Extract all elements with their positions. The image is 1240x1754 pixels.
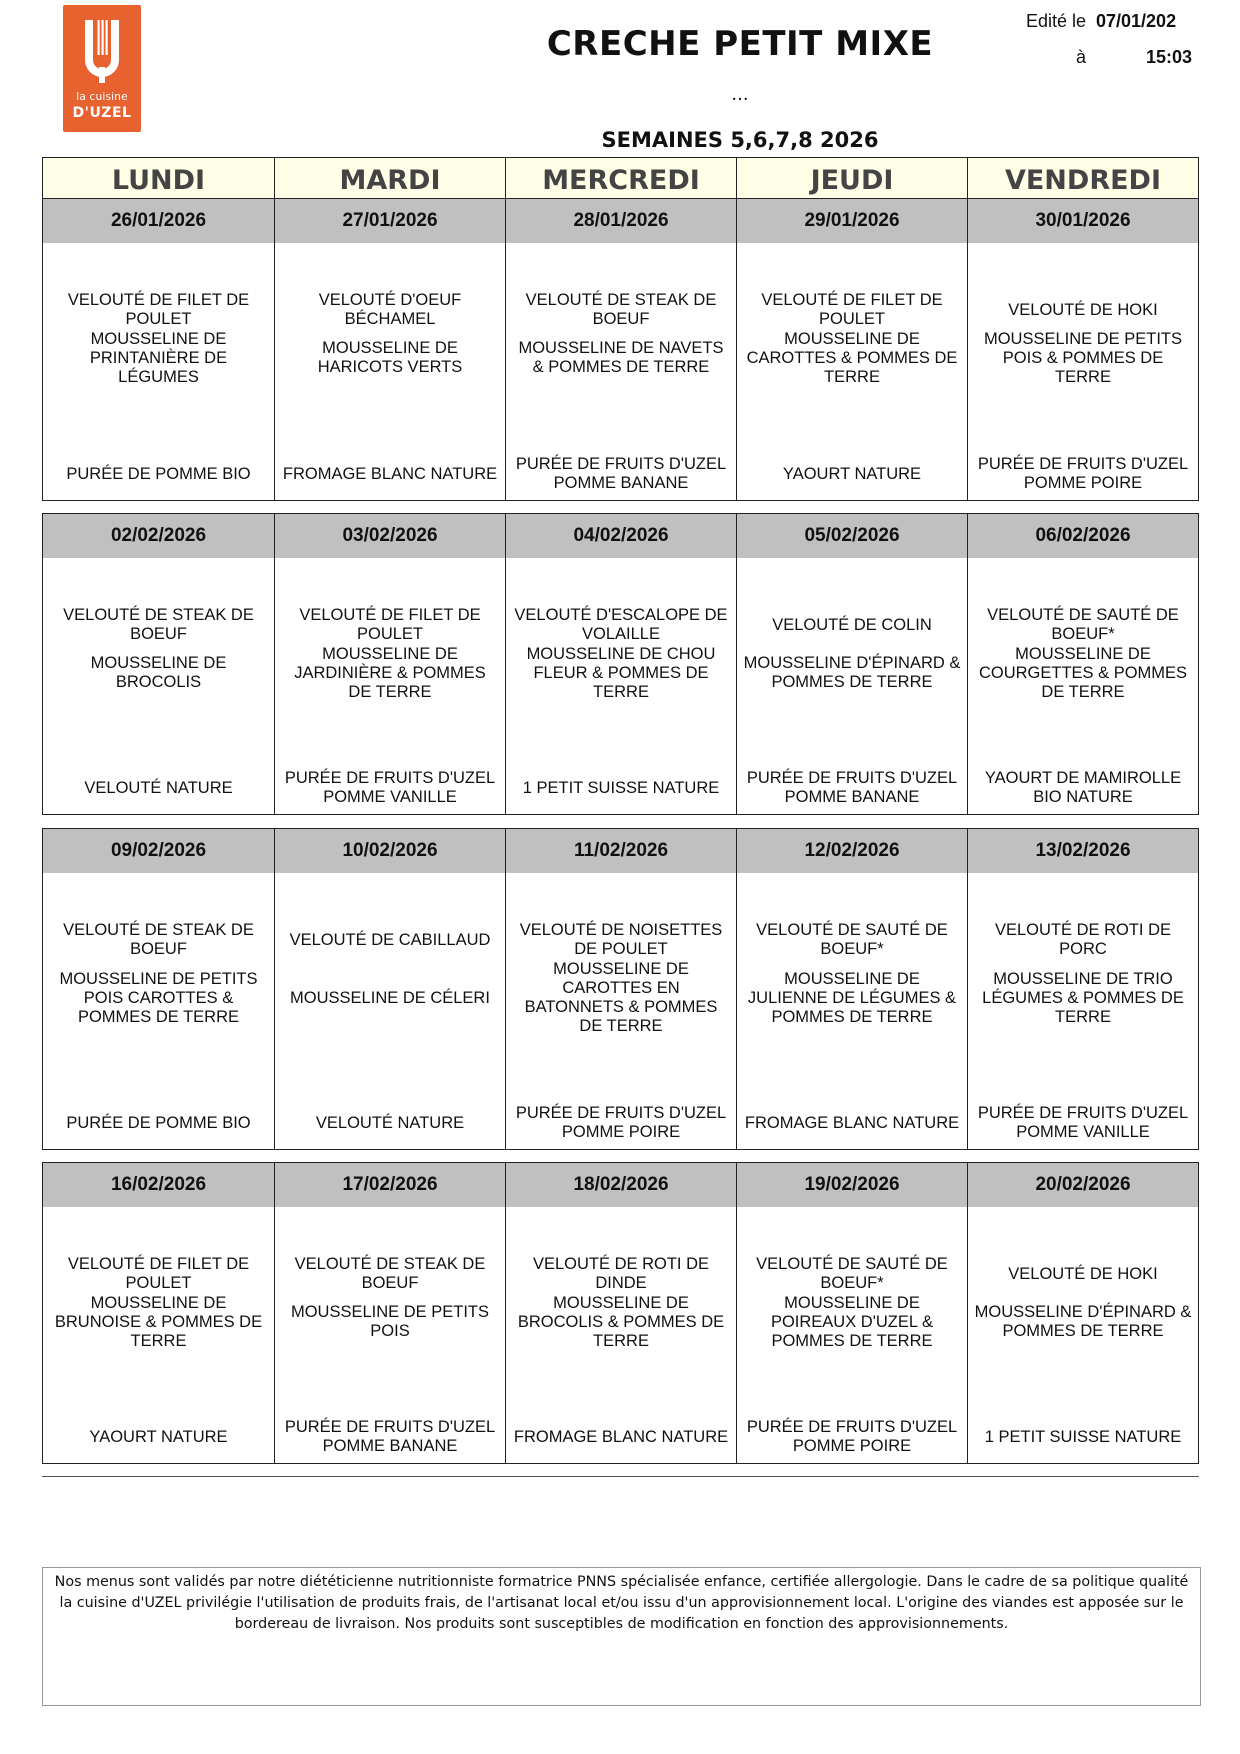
menu-starter: VELOUTÉ DE ROTI DE PORC — [994, 921, 1172, 958]
day-date: 30/01/2026 — [968, 199, 1198, 243]
day-menu — [737, 873, 967, 1149]
spacer — [275, 1207, 505, 1255]
menu-dessert: PURÉE DE POMME BIO — [66, 1113, 251, 1132]
day-cell — [736, 514, 967, 814]
brand-line-2: D'UZEL — [72, 105, 132, 121]
spacer — [43, 558, 274, 606]
menu-dessert: 1 PETIT SUISSE NATURE — [984, 1427, 1182, 1446]
day-date: 04/02/2026 — [506, 514, 736, 558]
menu-starter: VELOUTÉ D'OEUF BÉCHAMEL — [318, 291, 462, 328]
day-cell — [274, 829, 505, 1149]
spacer — [506, 558, 736, 606]
spacer — [43, 873, 274, 921]
day-menu — [506, 873, 736, 1149]
menu-main: MOUSSELINE DE CÉLERI — [290, 988, 490, 1007]
spacer — [737, 702, 967, 762]
menu-starter: VELOUTÉ DE FILET DE POULET — [299, 606, 481, 643]
day-menu — [43, 558, 274, 814]
day-date: 12/02/2026 — [737, 829, 967, 873]
spacer — [737, 1207, 967, 1255]
day-cell — [43, 829, 274, 1149]
day-date: 20/02/2026 — [968, 1163, 1198, 1207]
day-cell — [43, 514, 274, 814]
day-menu — [275, 243, 505, 500]
day-menu — [506, 1207, 736, 1463]
menu-dessert: VELOUTÉ NATURE — [84, 778, 233, 797]
menu-starter: VELOUTÉ DE FILET DE POULET — [67, 291, 250, 328]
menu-main: MOUSSELINE DE CHOU FLEUR & POMMES DE TERRE — [526, 644, 716, 701]
spacer — [506, 873, 736, 921]
day-date: 28/01/2026 — [506, 199, 736, 243]
edited-time: 15:03 — [1145, 47, 1192, 67]
menu-main: MOUSSELINE DE PETITS POIS — [290, 1303, 490, 1340]
menu-dessert: PURÉE DE FRUITS D'UZEL POMME VANILLE — [284, 769, 496, 806]
day-date: 11/02/2026 — [506, 829, 736, 873]
menu-dessert: 1 PETIT SUISSE NATURE — [522, 778, 720, 797]
day-cell — [736, 1163, 967, 1463]
spacer — [275, 243, 505, 291]
menu-starter: VELOUTÉ DE HOKI — [1008, 300, 1158, 319]
spacer — [43, 1207, 274, 1255]
weekday-friday: VENDREDI — [967, 158, 1198, 201]
menu-main: MOUSSELINE DE COURGETTES & POMMES DE TERRE — [978, 644, 1188, 701]
day-menu — [737, 243, 967, 500]
day-date: 26/01/2026 — [43, 199, 274, 243]
spacer — [506, 702, 736, 762]
menu-dessert: PURÉE DE FRUITS D'UZEL POMME BANANE — [746, 769, 958, 806]
menu-main: MOUSSELINE DE POIREAUX D'UZEL & POMMES DE TERRE — [770, 1293, 934, 1350]
weekday-header-row — [42, 157, 1199, 198]
day-menu — [506, 243, 736, 500]
spacer — [506, 243, 736, 291]
menu-starter: VELOUTÉ DE SAUTÉ DE BOEUF* — [756, 921, 948, 958]
spacer — [737, 1351, 967, 1411]
day-date: 17/02/2026 — [275, 1163, 505, 1207]
brand-line-1: la cuisine — [76, 91, 128, 103]
day-date: 03/02/2026 — [275, 514, 505, 558]
menu-starter: VELOUTÉ DE SAUTÉ DE BOEUF* — [756, 1255, 948, 1292]
menu-starter: VELOUTÉ DE STEAK DE BOEUF — [294, 1255, 486, 1292]
spacer — [43, 702, 274, 762]
day-date: 10/02/2026 — [275, 829, 505, 873]
menu-dessert: PURÉE DE FRUITS D'UZEL POMME POIRE — [977, 455, 1189, 492]
menu-main: MOUSSELINE DE CAROTTES & POMMES DE TERRE — [746, 329, 958, 386]
menu-starter: VELOUTÉ DE HOKI — [1008, 1264, 1158, 1283]
spacer — [43, 1351, 274, 1411]
menu-main: MOUSSELINE DE PETITS POIS & POMMES DE TERRE — [983, 329, 1183, 386]
spacer — [275, 387, 505, 448]
fork-icon — [63, 5, 141, 85]
day-menu — [275, 558, 505, 814]
menu-starter: VELOUTÉ DE NOISETTES DE POULET — [519, 921, 723, 958]
week-block — [42, 1162, 1199, 1464]
spacer — [43, 387, 274, 448]
page-subtitle: SEMAINES 5,6,7,8 2026 — [601, 128, 879, 152]
menu-main: MOUSSELINE DE PRINTANIÈRE DE LÉGUMES — [89, 329, 228, 386]
edited-label: Edité le — [1025, 11, 1086, 31]
menu-main: MOUSSELINE DE BRUNOISE & POMMES DE TERRE — [54, 1293, 263, 1350]
menu-starter: VELOUTÉ DE FILET DE POULET — [67, 1255, 250, 1292]
week-block — [42, 198, 1199, 501]
day-date: 29/01/2026 — [737, 199, 967, 243]
spacer — [968, 1207, 1198, 1255]
day-cell — [274, 514, 505, 814]
day-cell — [274, 199, 505, 500]
day-cell — [736, 199, 967, 500]
menu-dessert: FROMAGE BLANC NATURE — [513, 1427, 729, 1446]
day-menu — [275, 1207, 505, 1463]
spacer — [275, 558, 505, 606]
menu-dessert: FROMAGE BLANC NATURE — [282, 464, 498, 483]
weekday-tuesday: MARDI — [274, 158, 505, 201]
footer-notice: Nos menus sont validés par notre diététicienne nutritionniste formatrice PNNS spécialisée enfance, certifiée allergologie. Dans le cadre de sa politique qualité la cuisine d'UZEL privilégie l'utilisation de produits frais, de l'artisanat local et/ou issu d'un approvisionnement local. L'origine des viandes est apposée sur le bordereau de livraison. Nos produits sont susceptibles de modification en fonction des approvisionnements. — [42, 1567, 1201, 1706]
menu-starter: VELOUTÉ DE STEAK DE BOEUF — [63, 606, 254, 643]
spacer — [737, 873, 967, 921]
day-menu — [275, 873, 505, 1149]
day-menu — [968, 873, 1198, 1149]
day-menu — [43, 243, 274, 500]
day-date: 02/02/2026 — [43, 514, 274, 558]
menu-dessert: PURÉE DE POMME BIO — [66, 464, 251, 483]
spacer — [968, 702, 1198, 762]
day-date: 09/02/2026 — [43, 829, 274, 873]
menu-dessert: YAOURT NATURE — [782, 464, 922, 483]
menu-starter: VELOUTÉ D'ESCALOPE DE VOLAILLE — [514, 606, 728, 643]
spacer — [737, 243, 967, 291]
day-cell — [967, 514, 1198, 814]
day-date: 16/02/2026 — [43, 1163, 274, 1207]
day-cell — [967, 1163, 1198, 1463]
day-cell — [43, 199, 274, 500]
spacer — [968, 558, 1198, 606]
menu-dessert: PURÉE DE FRUITS D'UZEL POMME BANANE — [284, 1418, 496, 1455]
menu-dessert: PURÉE DE FRUITS D'UZEL POMME VANILLE — [977, 1104, 1189, 1141]
day-date: 18/02/2026 — [506, 1163, 736, 1207]
week-block — [42, 828, 1199, 1150]
spacer — [506, 387, 736, 448]
day-cell — [505, 199, 736, 500]
menu-main: MOUSSELINE D'ÉPINARD & POMMES DE TERRE — [974, 1303, 1192, 1340]
day-menu — [737, 558, 967, 814]
menu-main: MOUSSELINE DE HARICOTS VERTS — [317, 339, 463, 376]
spacer — [968, 873, 1198, 921]
menu-dessert: VELOUTÉ NATURE — [315, 1113, 465, 1132]
menu-dessert: YAOURT NATURE — [89, 1427, 228, 1446]
day-menu — [506, 558, 736, 814]
menu-main: MOUSSELINE DE CAROTTES EN BATONNETS & POMMES DE TERRE — [524, 960, 718, 1035]
menu-main: MOUSSELINE DE BROCOLIS & POMMES DE TERRE — [517, 1293, 725, 1350]
menu-dessert: PURÉE DE FRUITS D'UZEL POMME POIRE — [515, 1104, 727, 1141]
menu-starter: VELOUTÉ DE STEAK DE BOEUF — [525, 291, 717, 328]
spacer — [275, 873, 505, 921]
divider-line — [42, 1476, 1199, 1477]
spacer — [43, 1037, 274, 1097]
spacer — [968, 243, 1198, 291]
spacer — [968, 1351, 1198, 1411]
menu-main: MOUSSELINE D'ÉPINARD & POMMES DE TERRE — [743, 654, 961, 691]
at-label: à — [1075, 47, 1086, 67]
menu-starter: VELOUTÉ DE SAUTÉ DE BOEUF* — [987, 606, 1179, 643]
menu-dessert: FROMAGE BLANC NATURE — [744, 1113, 960, 1132]
menu-main: MOUSSELINE DE TRIO LÉGUMES & POMMES DE TERRE — [982, 969, 1184, 1026]
spacer — [275, 1351, 505, 1411]
menu-dessert: PURÉE DE FRUITS D'UZEL POMME BANANE — [515, 455, 727, 492]
spacer — [968, 387, 1198, 448]
day-date: 05/02/2026 — [737, 514, 967, 558]
day-menu — [43, 873, 274, 1149]
menu-dessert: PURÉE DE FRUITS D'UZEL POMME POIRE — [746, 1418, 958, 1455]
day-date: 06/02/2026 — [968, 514, 1198, 558]
spacer — [506, 1207, 736, 1255]
day-menu — [737, 1207, 967, 1463]
day-menu — [968, 1207, 1198, 1463]
edited-date: 07/01/202 — [1096, 11, 1177, 31]
day-cell — [505, 829, 736, 1149]
spacer — [275, 702, 505, 762]
spacer — [737, 1037, 967, 1097]
menu-starter: VELOUTÉ DE STEAK DE BOEUF — [63, 921, 254, 958]
week-block — [42, 513, 1199, 815]
menu-starter: VELOUTÉ DE COLIN — [772, 615, 932, 634]
day-cell — [505, 1163, 736, 1463]
menu-main: MOUSSELINE DE BROCOLIS — [90, 654, 227, 691]
spacer — [43, 243, 274, 291]
weekday-wednesday: MERCREDI — [505, 158, 736, 201]
page-title: CRECHE PETIT MIXE — [546, 24, 934, 64]
menu-starter: VELOUTÉ DE FILET DE POULET — [761, 291, 943, 328]
spacer — [737, 558, 967, 606]
weekday-thursday: JEUDI — [736, 158, 967, 201]
menu-dessert: YAOURT DE MAMIROLLE BIO NATURE — [984, 769, 1182, 806]
weekday-monday: LUNDI — [111, 165, 206, 196]
menu-main: MOUSSELINE DE JULIENNE DE LÉGUMES & POMMES DE TERRE — [747, 969, 957, 1026]
spacer — [737, 387, 967, 448]
spacer — [968, 1037, 1198, 1097]
day-menu — [968, 558, 1198, 814]
menu-main: MOUSSELINE DE PETITS POIS CAROTTES & POMMES DE TERRE — [59, 969, 258, 1026]
title-ellipsis: ... — [731, 84, 749, 105]
day-cell — [43, 1163, 274, 1463]
day-date: 19/02/2026 — [737, 1163, 967, 1207]
menu-main: MOUSSELINE DE JARDINIÈRE & POMMES DE TERRE — [294, 644, 486, 701]
day-date: 13/02/2026 — [968, 829, 1198, 873]
menu-starter: VELOUTÉ DE ROTI DE DINDE — [532, 1255, 710, 1292]
menu-main: MOUSSELINE DE NAVETS & POMMES DE TERRE — [518, 339, 724, 376]
menu-starter: VELOUTÉ DE CABILLAUD — [289, 930, 491, 949]
day-cell — [967, 199, 1198, 500]
day-cell — [274, 1163, 505, 1463]
day-menu — [968, 243, 1198, 500]
day-date: 27/01/2026 — [275, 199, 505, 243]
spacer — [506, 1037, 736, 1097]
day-cell — [505, 514, 736, 814]
day-cell — [967, 829, 1198, 1149]
day-menu — [43, 1207, 274, 1463]
spacer — [275, 1037, 505, 1097]
spacer — [506, 1351, 736, 1411]
day-cell — [736, 829, 967, 1149]
brand-logo — [63, 5, 141, 132]
